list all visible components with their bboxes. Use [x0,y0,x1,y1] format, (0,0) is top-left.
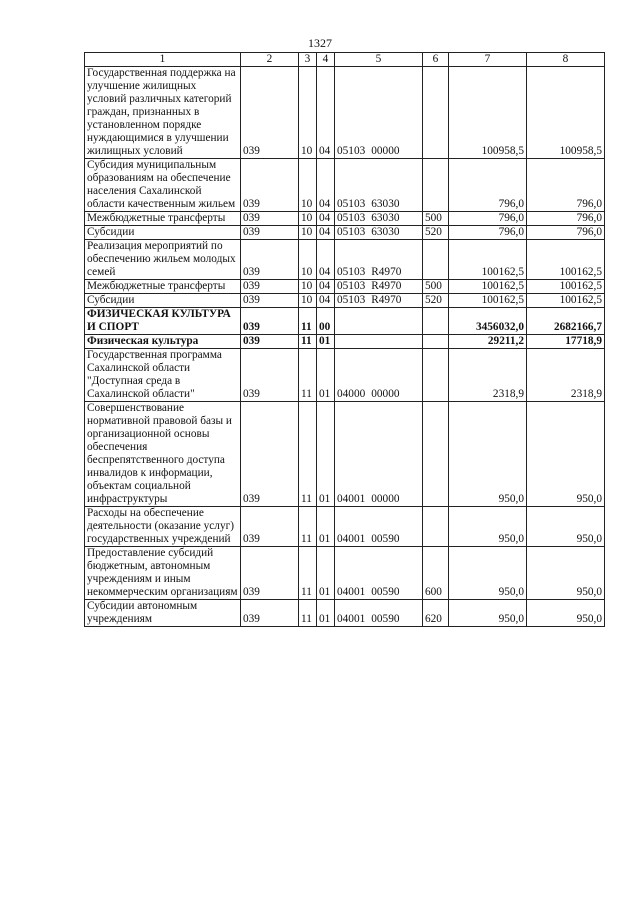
expense-type-code [423,335,449,349]
target-article-prefix: 04001 [337,493,366,505]
target-article-suffix: R4970 [371,294,402,306]
ministry-code: 039 [241,349,299,402]
amount-year-2: 950,0 [527,600,605,627]
expense-type-code [423,240,449,280]
amount-year-1: 100162,5 [449,280,527,294]
target-article-prefix: 04001 [337,613,366,625]
target-article-code [335,294,423,308]
table-row [85,402,605,507]
ministry-code: 039 [241,335,299,349]
target-article-prefix: 05103 [337,212,366,224]
target-article-code [335,226,423,240]
amount-year-2: 100162,5 [527,280,605,294]
subsection-code: 01 [317,349,335,402]
section-code: 11 [299,402,317,507]
target-article-prefix: 04000 [337,388,366,400]
target-article-code [335,308,423,335]
amount-year-1: 2318,9 [449,349,527,402]
target-article-prefix: 05103 [337,145,366,157]
table-row [85,600,605,627]
table-row [85,547,605,600]
expense-type-code [423,402,449,507]
target-article-code [335,240,423,280]
subsection-code: 01 [317,600,335,627]
page-number: 1327 [308,36,332,50]
section-code: 10 [299,280,317,294]
ministry-code: 039 [241,280,299,294]
target-article-suffix: 63030 [371,212,400,224]
column-header: 8 [527,53,605,67]
row-name: Межбюджетные трансферты [85,280,241,294]
ministry-code: 039 [241,67,299,159]
subsection-code: 01 [317,547,335,600]
section-code: 10 [299,226,317,240]
header-row [85,53,605,67]
column-header: 5 [335,53,423,67]
expense-type-code: 500 [423,212,449,226]
amount-year-2: 100958,5 [527,67,605,159]
subsection-code: 04 [317,212,335,226]
amount-year-1: 796,0 [449,159,527,212]
expense-type-code: 500 [423,280,449,294]
subsection-code: 04 [317,226,335,240]
table-row [85,507,605,547]
amount-year-2: 100162,5 [527,294,605,308]
table-row [85,308,605,335]
ministry-code: 039 [241,547,299,600]
row-name: Субсидии [85,226,241,240]
subsection-code: 04 [317,159,335,212]
ministry-code: 039 [241,212,299,226]
amount-year-2: 796,0 [527,226,605,240]
column-header: 1 [85,53,241,67]
section-code: 11 [299,600,317,627]
target-article-suffix: 00590 [371,613,400,625]
amount-year-2: 950,0 [527,402,605,507]
amount-year-1: 950,0 [449,547,527,600]
row-name: Межбюджетные трансферты [85,212,241,226]
row-name: Предоставление субсидий бюджетным, автономным учреждениям и иным некоммерческим организациям [85,547,241,600]
row-name: Расходы на обеспечение деятельности (оказание услуг) государственных учреждений [85,507,241,547]
row-name: ФИЗИЧЕСКАЯ КУЛЬТУРА И СПОРТ [85,308,241,335]
amount-year-2: 796,0 [527,159,605,212]
target-article-suffix: 00000 [371,493,400,505]
ministry-code: 039 [241,226,299,240]
row-name: Субсидия муниципальным образованиям на обеспечение населения Сахалинской области качественным жильем [85,159,241,212]
amount-year-2: 100162,5 [527,240,605,280]
section-code: 11 [299,308,317,335]
table-row [85,280,605,294]
amount-year-1: 796,0 [449,212,527,226]
target-article-code [335,335,423,349]
subsection-code: 01 [317,402,335,507]
target-article-code [335,402,423,507]
budget-table [84,52,605,627]
subsection-code: 04 [317,280,335,294]
table-row [85,349,605,402]
column-header: 2 [241,53,299,67]
expense-type-code [423,67,449,159]
row-name: Реализация мероприятий по обеспечению жильем молодых семей [85,240,241,280]
row-name: Совершенствование нормативной правовой базы и организационной основы обеспечения беспрепятственного доступа инвалидов к информации, объектам социальной инфраструктуры [85,402,241,507]
ministry-code: 039 [241,402,299,507]
target-article-code [335,507,423,547]
section-code: 10 [299,294,317,308]
table-body [85,53,605,627]
target-article-prefix: 05103 [337,266,366,278]
table-row [85,159,605,212]
amount-year-1: 950,0 [449,507,527,547]
target-article-code [335,159,423,212]
ministry-code: 039 [241,308,299,335]
section-code: 10 [299,212,317,226]
amount-year-1: 100958,5 [449,67,527,159]
subsection-code: 00 [317,308,335,335]
table-row [85,294,605,308]
expense-type-code [423,507,449,547]
row-name: Субсидии автономным учреждениям [85,600,241,627]
subsection-code: 04 [317,294,335,308]
section-code: 10 [299,240,317,280]
target-article-suffix: 63030 [371,226,400,238]
section-code: 10 [299,67,317,159]
amount-year-2: 796,0 [527,212,605,226]
ministry-code: 039 [241,294,299,308]
expense-type-code: 520 [423,226,449,240]
table-row [85,226,605,240]
expense-type-code: 620 [423,600,449,627]
section-code: 10 [299,159,317,212]
expense-type-code: 600 [423,547,449,600]
column-header: 6 [423,53,449,67]
ministry-code: 039 [241,507,299,547]
target-article-code [335,547,423,600]
amount-year-2: 2318,9 [527,349,605,402]
column-header: 4 [317,53,335,67]
section-code: 11 [299,335,317,349]
expense-type-code [423,308,449,335]
amount-year-1: 950,0 [449,600,527,627]
subsection-code: 04 [317,240,335,280]
expense-type-code [423,349,449,402]
amount-year-1: 100162,5 [449,294,527,308]
target-article-code [335,212,423,226]
column-header: 3 [299,53,317,67]
ministry-code: 039 [241,600,299,627]
target-article-suffix: 00590 [371,533,400,545]
amount-year-1: 100162,5 [449,240,527,280]
target-article-code [335,67,423,159]
amount-year-1: 950,0 [449,402,527,507]
amount-year-2: 950,0 [527,507,605,547]
target-article-prefix: 05103 [337,226,366,238]
amount-year-1: 796,0 [449,226,527,240]
target-article-suffix: 63030 [371,198,400,210]
target-article-prefix: 05103 [337,280,366,292]
amount-year-2: 2682166,7 [527,308,605,335]
section-code: 11 [299,547,317,600]
table-row [85,212,605,226]
subsection-code: 01 [317,507,335,547]
ministry-code: 039 [241,159,299,212]
row-name: Физическая культура [85,335,241,349]
row-name: Субсидии [85,294,241,308]
expense-type-code: 520 [423,294,449,308]
target-article-suffix: 00000 [371,145,400,157]
amount-year-1: 3456032,0 [449,308,527,335]
amount-year-1: 29211,2 [449,335,527,349]
ministry-code: 039 [241,240,299,280]
target-article-code [335,600,423,627]
target-article-suffix: 00590 [371,586,400,598]
target-article-suffix: 00000 [371,388,400,400]
target-article-prefix: 05103 [337,294,366,306]
target-article-prefix: 05103 [337,198,366,210]
table-row [85,335,605,349]
target-article-prefix: 04001 [337,533,366,545]
target-article-suffix: R4970 [371,280,402,292]
target-article-suffix: R4970 [371,266,402,278]
column-header: 7 [449,53,527,67]
table-row [85,67,605,159]
section-code: 11 [299,507,317,547]
row-name: Государственная поддержка на улучшение жилищных условий различных категорий граждан, признанных в установленном порядке нуждающимися в улучшении жилищных условий [85,67,241,159]
section-code: 11 [299,349,317,402]
amount-year-2: 950,0 [527,547,605,600]
amount-year-2: 17718,9 [527,335,605,349]
target-article-code [335,280,423,294]
target-article-prefix: 04001 [337,586,366,598]
target-article-code [335,349,423,402]
expense-type-code [423,159,449,212]
subsection-code: 01 [317,335,335,349]
row-name: Государственная программа Сахалинской области "Доступная среда в Сахалинской области" [85,349,241,402]
table-row [85,240,605,280]
subsection-code: 04 [317,67,335,159]
